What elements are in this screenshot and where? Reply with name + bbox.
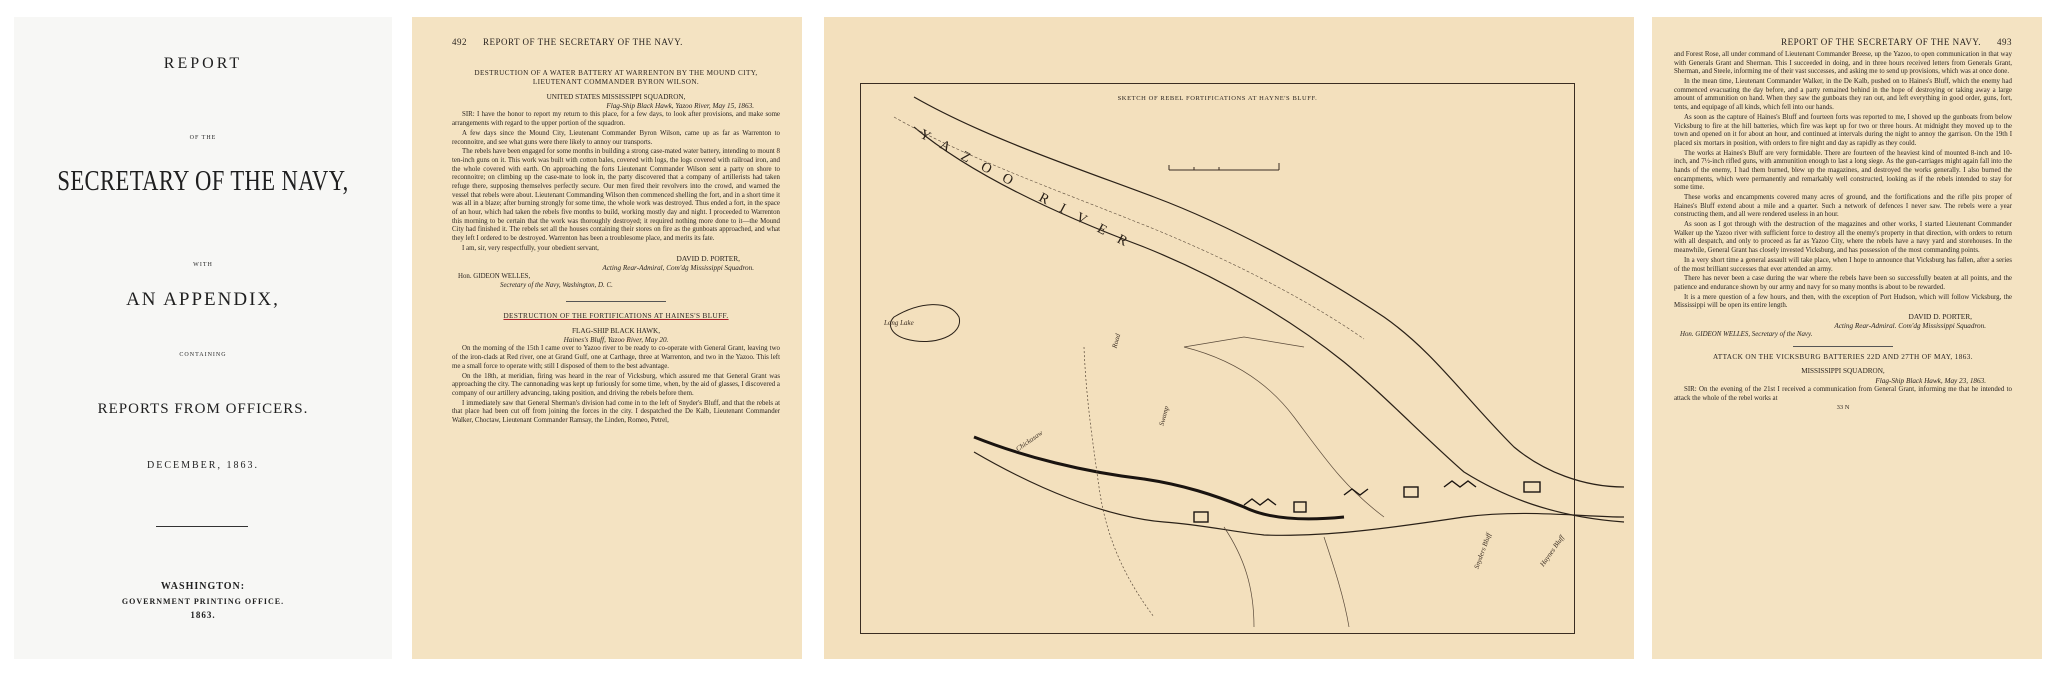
page-number: 492 — [452, 37, 467, 47]
paragraph: SIR: On the evening of the 21st I received a communication from General Grant, informing me that he intended to attack the whole of the rebel works at — [1674, 385, 2012, 402]
signer-name: DAVID D. PORTER, — [676, 254, 740, 264]
paragraph: On the morning of the 15th I came over to Yazoo river to be ready to co-operate with General Grant, leaving two of the iron-clads at Red river, one at Grand Gulf, one at Carthage, three at Warrenton, and two in the Yazoo. This left me a small force to operate with; still I disposed of them to the best advantage. — [452, 345, 780, 370]
chickasaw-label: Chickasaw — [1014, 428, 1045, 454]
paragraph: As soon as I got through with the destruction of the magazines and other works, I started Lieutenant Commander Walker up the Yazoo river with sufficient force to destroy all the enemy's property in that direction, with orders to return with all despatch, and only to proceed as far as Yazoo City, where the rebels have a navy yard and storehouses. In the meanwhile, General Grant has closely invested Vicksburg, and has possession of the most commanding points. — [1674, 221, 2012, 255]
swamp-label: Swamp — [1157, 405, 1171, 427]
map-sheet — [824, 17, 1634, 659]
title-rule — [156, 526, 248, 527]
signer-title: Acting Rear-Admiral. Com'dg Mississippi Squadron. — [1834, 321, 1986, 330]
paragraph: SIR: I have the honor to report my return to this place, for a few days, to look after provisions, and make some arrangements with regard to the upper portion of the squadron. — [452, 111, 780, 128]
paragraph: In the mean time, Lieutenant Commander Walker, in the De Kalb, pushed on to Haines's Bluff, which the enemy had commenced evacuating the day before, and a party remained behind in the hope of destroying or taking away a large amount of ammunition on hand. When they saw the gunboats they ran out, and left everything in good order, guns, fort, tents, and equipage of all kinds, which fell into our hands. — [1674, 78, 2012, 112]
river-label: YAZOO RIVER — [916, 127, 1143, 257]
snyders-label: Snyders Bluff — [1472, 531, 1493, 571]
dateline-squadron: MISSISSIPPI SQUADRON, — [1801, 367, 1885, 376]
road — [1084, 347, 1154, 617]
addressee-name: Hon. GIDEON WELLES, — [458, 273, 531, 281]
secretary-heading: SECRETARY OF THE NAVY, — [57, 165, 349, 197]
page-493 — [1652, 17, 2042, 659]
dateline-flagship: FLAG-SHIP BLACK HAWK, — [571, 326, 660, 335]
section-heading: DESTRUCTION OF A WATER BATTERY AT WARRENTON BY THE MOUND CITY, LIEUTENANT COMMANDER BYRON WILSON. — [474, 69, 758, 87]
chickasaw-bayou — [974, 437, 1344, 519]
page-492 — [412, 17, 802, 659]
containing-label: CONTAINING — [179, 352, 227, 358]
report-heading: REPORT — [163, 55, 243, 72]
signature-mark: 33 N — [1836, 404, 1850, 412]
running-head-title: REPORT OF THE SECRETARY OF THE NAVY. — [1781, 37, 1981, 47]
page-number: 493 — [1997, 37, 2012, 47]
addressee-title: Secretary of the Navy, Washington, D. C. — [500, 282, 613, 290]
map-title: SKETCH OF REBEL FORTIFICATIONS AT HAYNE'S BLUFF. — [1117, 95, 1318, 102]
haynes-label: Haynes Bluff — [1538, 533, 1566, 569]
running-head — [1674, 37, 2012, 47]
imprint-printer: GOVERNMENT PRINTING OFFICE. — [121, 597, 285, 606]
section-heading: DESTRUCTION OF THE FORTIFICATIONS AT HAINES'S BLUFF. — [503, 312, 729, 321]
appendix-heading: AN APPENDIX, — [126, 289, 280, 310]
dateline-flagship: Flag-Ship Black Hawk, May 23, 1863. — [1875, 376, 1986, 385]
imprint-city: WASHINGTON: — [160, 581, 246, 592]
scale-bar — [1169, 163, 1279, 170]
with-label: WITH — [193, 262, 213, 268]
road — [1224, 527, 1254, 627]
date-line: DECEMBER, 1863. — [147, 460, 259, 471]
of-the-label: OF THE — [189, 135, 217, 141]
paragraph: The works at Haines's Bluff are very formidable. There are fourteen of the heaviest kind of mounted 8-inch and 10-inch, and 7½-inch rifled guns, with ammunition enough to last a long siege. As the gun-carriages might again fall into the hands of the enemy, I had them burned, blew up the magazines, and destroyed the works generally. I also burned the encampments, which were permanently and remarkably well constructed, looking as if the rebels intended to stay for some time. — [1674, 149, 2012, 192]
river-bank-north — [914, 97, 1624, 487]
signer-title: Acting Rear-Admiral, Com'dg Mississippi Squadron. — [602, 264, 754, 273]
paragraph: The rebels have been engaged for some months in building a strong case-mated water battery, intending to mount 8 ten-inch guns on it. This work was built with cotton bales, covered with logs, the logs covered with railroad iron, and the whole covered with earth. On approaching the forts Lieutenant Commander Wilson sent a party on shore to reconnoitre; on climbing up the case-mate to look in, the party discovered that a company of artillerists had taken refuge there, supposing themselves perfectly secure. Our men fired their revolvers into the crowd, and warned the vessel that rebels were about. Lieutenant Commanding Wilson then commenced shelling the fort, and in a short time it was all in a blaze; after burning strongly for some time, the whole work was destroyed. Thus ended a fort, in the space of an hour, which had taken the rebels five months to build, working mostly day and night. I proceeded to Warrenton this morning to be certain that the work was thoroughly destroyed; it required nothing more done to it—the Mound City had finished it. The rebels set all the houses containing their stores on fire as the gunboats approached, and what they left I ordered to be destroyed. Warrenton has been a troublesome place, and merits its fate. — [452, 148, 780, 243]
road-label: Road — [1110, 332, 1123, 350]
imprint-year: 1863. — [190, 610, 216, 620]
paragraph: There has never been a case during the war where the rebels have been so successfully beaten at all points, and the patience and endurance shown by our army and navy for so many months is about to be rewarded. — [1674, 275, 2012, 291]
paragraph: On the 18th, at meridian, firing was heard in the rear of Vicksburg, which assured me that General Grant was approaching the city. The cannonading was kept up furiously for some time, when, by the aid of glasses, I discovered a company of our artillery advancing, taking position, and driving the rebels before them. — [452, 372, 780, 397]
running-head-title: REPORT OF THE SECRETARY OF THE NAVY. — [483, 37, 683, 47]
section-rule — [566, 301, 666, 302]
road — [1184, 347, 1384, 517]
paragraph: and Forest Rose, all under command of Lieutenant Commander Breese, up the Yazoo, to open communication in that way with Generals Grant and Sherman. This I succeeded in doing, and in three hours received letters from Generals Grant, Sherman, and Steele, informing me of their vast successes, and asking me to send up provisions, which was at once done. — [1674, 51, 2012, 76]
long-lake-label: Long Lake — [884, 319, 914, 327]
lower-river — [974, 452, 1624, 535]
paragraph: In a very short time a general assault will take place, when I hope to announce that Vicksburg has fallen, after a series of the most brilliant successes that ever attended an army. — [1674, 256, 2012, 273]
dateline-squadron: UNITED STATES MISSISSIPPI SQUADRON, — [546, 92, 686, 101]
signer-name: DAVID D. PORTER, — [1908, 311, 1972, 321]
section-rule — [1793, 346, 1893, 347]
paragraph: A few days since the Mound City, Lieutenant Commander Byron Wilson, came up as far as Warrenton to reconnoitre, and see what guns were there likely to annoy our transports. — [452, 129, 780, 146]
dateline-location: Haines's Bluff, Yazoo River, May 20. — [563, 336, 669, 345]
running-head — [452, 37, 780, 47]
addressee: Hon. GIDEON WELLES, Secretary of the Navy. — [1680, 330, 1813, 338]
road — [1324, 537, 1349, 627]
section-heading: ATTACK ON THE VICKSBURG BATTERIES 22D AND 27TH OF MAY, 1863. — [1713, 352, 1973, 361]
reports-heading: REPORTS FROM OFFICERS. — [97, 401, 309, 417]
paragraph: These works and encampments covered many acres of ground, and the fortifications and the rifle pits proper of Haines's Bluff extend about a mile and a quarter. Such a network of defences I never saw. The rebels were a year constructing them, and all were rendered useless in an hour. — [1674, 194, 2012, 219]
paragraph: I immediately saw that General Sherman's division had come in to the left of Snyder's Bluff, and that the rebels at that place had been cut off from joining the forces in the city. I despatched the De Kalb, Lieutenant Commander Walker, Choctaw, Lieutenant Commander Ramsay, the Linden, Romeo, Petrel, — [452, 399, 780, 424]
paragraph: I am, sir, very respectfully, your obedient servant, — [462, 244, 599, 252]
paragraph: As soon as the capture of Haines's Bluff and fourteen forts was reported to me, I shoved up the gunboats from below Vicksburg to fire at the hill batteries, which fire was kept up for two or three hours. At midnight they moved up to the town and opened on it for about an hour, and continued at intervals during the night to annoy the garrison. On the 19th I placed six mortars in position, with orders to fire night and day as rapidly as they could. — [1674, 113, 2012, 147]
map-drawing — [824, 17, 1634, 659]
title-page — [14, 17, 392, 659]
dateline-flagship: Flag-Ship Black Hawk, Yazoo River, May 15, 1863. — [606, 102, 754, 111]
road — [1184, 337, 1304, 347]
paragraph: It is a mere question of a few hours, and then, with the exception of Port Hudson, which will follow Vicksburg, the Mississippi will be open its entire length. — [1674, 293, 2012, 310]
fortifications — [1194, 481, 1540, 522]
